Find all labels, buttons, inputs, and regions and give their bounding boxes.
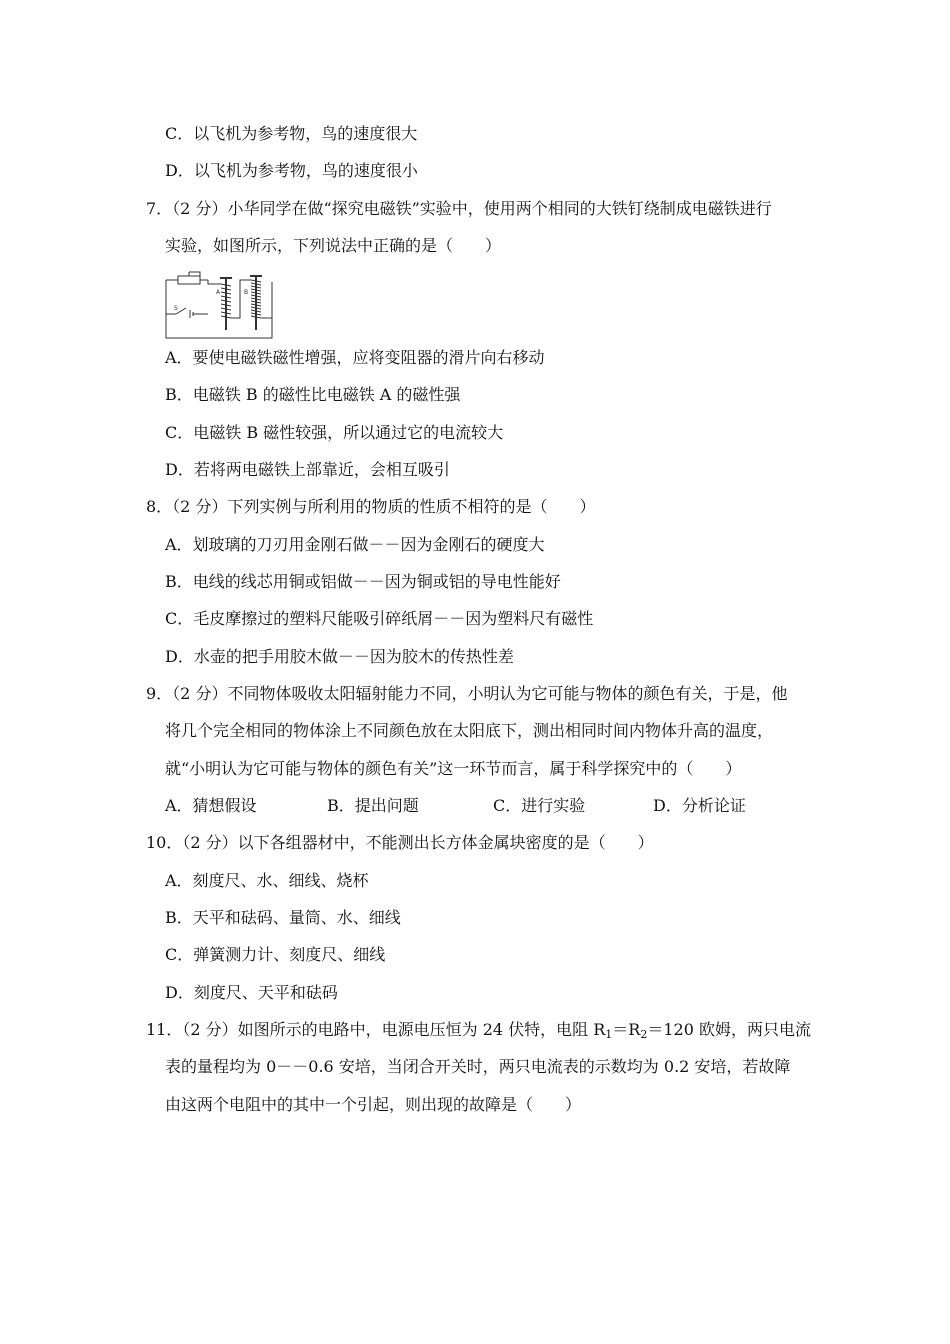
q9-option-c: C．进行实验 (493, 796, 586, 815)
q8-stem: 8．（2 分）下列实例与所利用的物质的性质不相符的是（ ） (146, 497, 596, 516)
q11-stem-line1 (146, 1020, 811, 1045)
q7-stem-line2: 实验，如图所示，下列说法中正确的是（ ） (165, 236, 502, 255)
q8-option-c: C．毛皮摩擦过的塑料尺能吸引碎纸屑－－因为塑料尺有磁性 (165, 609, 594, 628)
q9-stem-line1: 9．（2 分）不同物体吸收太阳辐射能力不同，小明认为它可能与物体的颜色有关，于是，他 (146, 684, 788, 703)
q7-option-c: C．电磁铁 B 磁性较强，所以通过它的电流较大 (165, 423, 504, 442)
q10-option-d: D．刻度尺、天平和砝码 (165, 983, 338, 1002)
q10-stem: 10．（2 分）以下各组器材中，不能测出长方体金属块密度的是（ ） (146, 833, 654, 852)
q9-option-a: A．猜想假设 (165, 796, 257, 815)
q8-option-d: D．水壶的把手用胶木做－－因为胶木的传热性差 (165, 647, 514, 666)
q10-option-b: B．天平和砝码、量筒、水、细线 (165, 908, 401, 927)
q7-stem-line1: 7．（2 分）小华同学在做“探究电磁铁”实验中，使用两个相同的大铁钉绕制成电磁铁进行 (146, 199, 772, 218)
q11-text-part1: 11．（2 分）如图所示的电路中，电源电压恒为 24 伏特，电阻 R (146, 1020, 606, 1039)
q8-option-b: B．电线的线芯用铜或铝做－－因为铜或铝的导电性能好 (165, 572, 561, 591)
q11-stem-line3: 由这两个电阻中的其中一个引起，则出现的故障是（ ） (165, 1095, 582, 1114)
q6-option-c: C．以飞机为参考物，鸟的速度很大 (165, 124, 418, 143)
q9-option-b: B．提出问题 (327, 796, 419, 815)
label-s: S (174, 305, 178, 312)
q7-option-a: A．要使电磁铁磁性增强，应将变阻器的滑片向右移动 (165, 348, 545, 367)
q11-stem-line2: 表的量程均为 0－－0.6 安培，当闭合开关时，两只电流表的示数均为 0.2 安培，若故障 (165, 1057, 791, 1076)
q10-option-c: C．弹簧测力计、刻度尺、细线 (165, 945, 386, 964)
q6-option-d: D．以飞机为参考物，鸟的速度很小 (165, 161, 418, 180)
q7-option-b: B．电磁铁 B 的磁性比电磁铁 A 的磁性强 (165, 385, 461, 404)
q11-text-part3: ＝120 欧姆，两只电流 (647, 1020, 811, 1039)
label-b: B (244, 289, 249, 296)
rheostat (178, 276, 200, 284)
q9-option-d: D．分析论证 (653, 796, 746, 815)
q7-option-d: D．若将两电磁铁上部靠近，会相互吸引 (165, 460, 450, 479)
q11-subscript-2: 2 (640, 1028, 648, 1041)
q10-option-a: A．刻度尺、水、细线、烧杯 (165, 871, 369, 890)
label-a: A (216, 289, 221, 296)
q11-subscript-1: 1 (605, 1028, 613, 1041)
q8-option-a: A．划玻璃的刀刃用金刚石做－－因为金刚石的硬度大 (165, 535, 545, 554)
q11-text-part2: ＝R (612, 1020, 641, 1039)
q9-stem-line2: 将几个完全相同的物体涂上不同颜色放在太阳底下，测出相同时间内物体升高的温度， (165, 721, 774, 740)
q9-stem-line3: 就“小明认为它可能与物体的颜色有关”这一环节而言，属于科学探究中的（ ） (165, 759, 742, 778)
electromagnet-circuit-figure (160, 270, 278, 342)
